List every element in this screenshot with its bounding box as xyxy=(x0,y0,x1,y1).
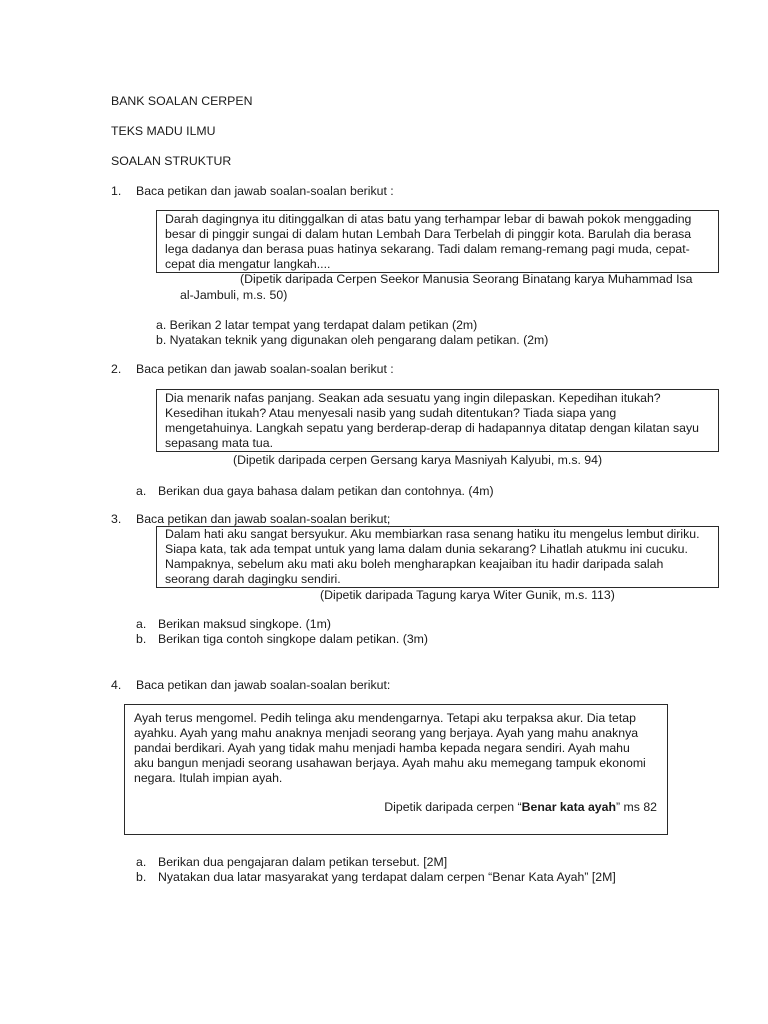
question-3b-text: Berikan tiga contoh singkope dalam petikan. (3m) xyxy=(158,632,428,646)
question-2-source: (Dipetik daripada cerpen Gersang karya Masniyah Kalyubi, m.s. 94) xyxy=(233,453,603,467)
question-1-instruction: Baca petikan dan jawab soalan-soalan berikut : xyxy=(136,184,394,198)
question-3-source: (Dipetik daripada Tagung karya Witer Gunik, m.s. 113) xyxy=(320,588,615,602)
question-1-source-line2: al-Jambuli, m.s. 50) xyxy=(180,288,288,302)
heading-teks: TEKS MADU ILMU xyxy=(111,124,216,138)
question-1-source-line1: (Dipetik daripada Cerpen Seekor Manusia Seorang Binatang karya Muhammad Isa xyxy=(240,272,693,286)
passage-line: sepasang mata tua. xyxy=(165,436,274,450)
source-prefix: Dipetik daripada cerpen “ xyxy=(384,800,522,814)
passage-line: negara. Itulah impian ayah. xyxy=(134,771,283,785)
question-1-passage-box xyxy=(156,210,719,273)
passage-line: Nampaknya, sebelum aku mati aku boleh mengharapkan keajaiban itu hadir daripada salah xyxy=(165,557,664,571)
question-1a: a. Berikan 2 latar tempat yang terdapat dalam petikan (2m) xyxy=(156,318,478,332)
passage-line: cepat dia mengatur langkah.... xyxy=(165,257,331,271)
question-3b-letter: b. xyxy=(136,632,147,646)
passage-line: aku bangun menjadi seorang usahawan berjaya. Ayah mahu aku memegang tampuk ekonomi xyxy=(134,756,646,770)
question-2-number: 2. xyxy=(111,362,122,376)
heading-bank-soalan: BANK SOALAN CERPEN xyxy=(111,94,253,108)
passage-line: mengetahuinya. Langkah sepatu yang berderap-derap di hadapannya ditatap dengan kilatan sayu xyxy=(165,421,699,435)
passage-line: ayahku. Ayah yang mahu anaknya menjadi seorang yang berjaya. Ayah yang mahu anaknya xyxy=(134,726,639,740)
question-2-instruction: Baca petikan dan jawab soalan-soalan berikut : xyxy=(136,362,394,376)
question-3-instruction: Baca petikan dan jawab soalan-soalan berikut; xyxy=(136,512,391,526)
heading-soalan-struktur: SOALAN STRUKTUR xyxy=(111,154,232,168)
question-3a-text: Berikan maksud singkope. (1m) xyxy=(158,617,331,631)
question-2-passage-box xyxy=(156,389,719,452)
question-4-number: 4. xyxy=(111,678,122,692)
question-1b: b. Nyatakan teknik yang digunakan oleh pengarang dalam petikan. (2m) xyxy=(156,333,549,347)
passage-line: seorang darah dagingku sendiri. xyxy=(165,572,341,586)
question-4b-text: Nyatakan dua latar masyarakat yang terdapat dalam cerpen “Benar Kata Ayah” [2M] xyxy=(158,870,616,884)
passage-line: Dia menarik nafas panjang. Seakan ada sesuatu yang ingin dilepaskan. Kepedihan itukah? xyxy=(165,391,661,405)
question-1-number: 1. xyxy=(111,184,122,198)
question-4-source xyxy=(384,800,657,815)
source-title: Benar kata ayah xyxy=(521,800,616,814)
question-3-passage-box xyxy=(156,526,719,588)
passage-line: Siapa kata, tak ada tempat untuk yang lama dalam dunia sekarang? Lihatlah atukmu ini cucuku. xyxy=(165,542,688,556)
passage-line: Ayah terus mengomel. Pedih telinga aku mendengarnya. Tetapi aku terpaksa akur. Dia tetap xyxy=(134,711,636,725)
passage-line: pandai berdikari. Ayah yang tidak mahu menjadi hamba kepada negara sendiri. Ayah mahu xyxy=(134,741,630,755)
question-4a-text: Berikan dua pengajaran dalam petikan tersebut. [2M] xyxy=(158,855,448,869)
question-3-number: 3. xyxy=(111,512,122,526)
question-2a-text: Berikan dua gaya bahasa dalam petikan dan contohnya. (4m) xyxy=(158,484,494,498)
passage-line: besar di pinggir sungai di dalam hutan Lembah Dara Terbelah di pinggir kota. Barulah dia berasa xyxy=(165,227,692,241)
passage-line: Dalam hati aku sangat bersyukur. Aku membiarkan rasa senang hatiku itu mengelus lembut diriku. xyxy=(165,527,700,541)
passage-line: Darah dagingnya itu ditinggalkan di atas batu yang terhampar lebar di bawah pokok menggading xyxy=(165,212,692,226)
question-4a-letter: a. xyxy=(136,855,147,869)
source-suffix: ” ms 82 xyxy=(616,800,657,814)
question-4b-letter: b. xyxy=(136,870,147,884)
question-4-passage-box xyxy=(124,704,668,835)
question-4-instruction: Baca petikan dan jawab soalan-soalan berikut: xyxy=(136,678,391,692)
passage-line: lega dadanya dan berasa puas hatinya sekarang. Tadi dalam remang-remang pagi muda, cepat- xyxy=(165,242,690,256)
question-2a-letter: a. xyxy=(136,484,147,498)
question-3a-letter: a. xyxy=(136,617,147,631)
passage-line: Kesedihan itukah? Atau menyesali nasib yang sudah ditentukan? Tiada siapa yang xyxy=(165,406,617,420)
